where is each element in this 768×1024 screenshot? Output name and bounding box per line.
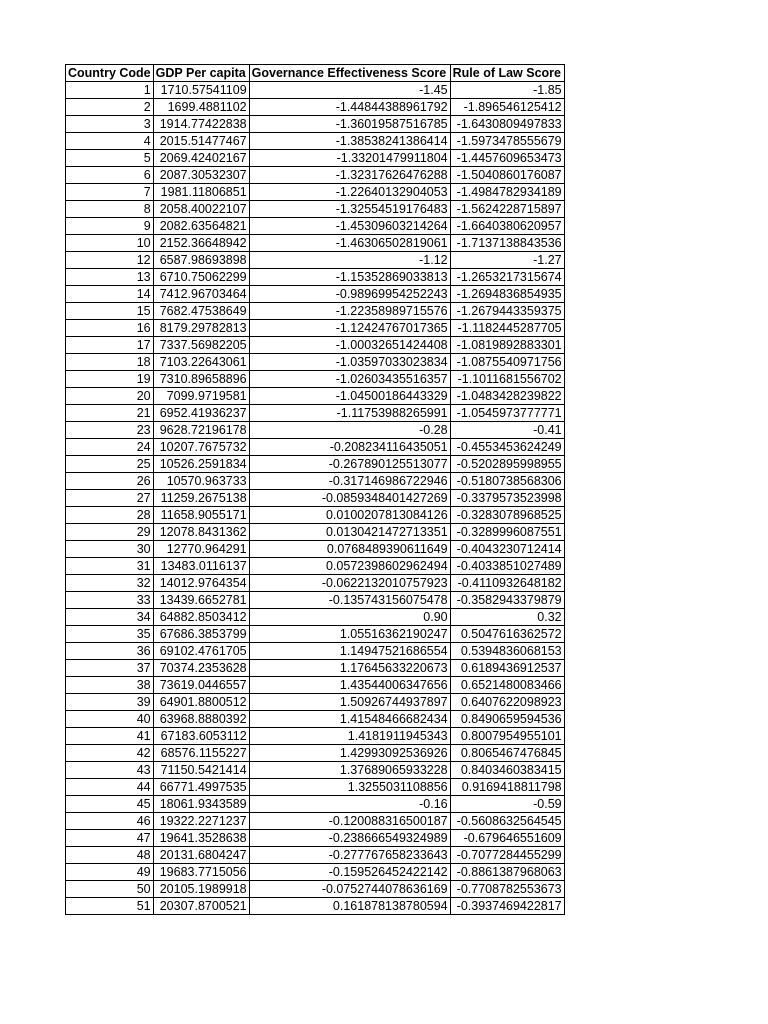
rule-of-law-cell: -0.4043230712414 — [450, 541, 564, 558]
country-code-cell: 1 — [66, 82, 154, 99]
gdp-per-capita-cell: 7337.56982205 — [153, 337, 249, 354]
table-row — [66, 252, 565, 269]
table-row — [66, 711, 565, 728]
governance-score-cell: 1.17645633220673 — [249, 660, 450, 677]
country-code-cell: 19 — [66, 371, 154, 388]
table-row — [66, 677, 565, 694]
gdp-per-capita-cell: 67686.3853799 — [153, 626, 249, 643]
governance-score-cell: -1.02603435516357 — [249, 371, 450, 388]
governance-score-cell: -0.0622132010757923 — [249, 575, 450, 592]
governance-score-cell: -1.12 — [249, 252, 450, 269]
country-code-cell: 20 — [66, 388, 154, 405]
country-code-cell: 4 — [66, 133, 154, 150]
header-governance-effectiveness: Governance Effectiveness Score — [249, 65, 450, 82]
country-code-cell: 32 — [66, 575, 154, 592]
country-code-cell: 28 — [66, 507, 154, 524]
governance-score-cell: 1.14947521686554 — [249, 643, 450, 660]
header-rule-of-law: Rule of Law Score — [450, 65, 564, 82]
table-row — [66, 473, 565, 490]
rule-of-law-cell: -0.8861387968063 — [450, 864, 564, 881]
gdp-per-capita-cell: 7412.96703464 — [153, 286, 249, 303]
rule-of-law-cell: -0.3283078968525 — [450, 507, 564, 524]
governance-score-cell: -1.33201479911804 — [249, 150, 450, 167]
country-code-cell: 43 — [66, 762, 154, 779]
governance-score-cell: 0.161878138780594 — [249, 898, 450, 915]
governance-score-cell: -0.28 — [249, 422, 450, 439]
country-code-cell: 5 — [66, 150, 154, 167]
country-code-cell: 7 — [66, 184, 154, 201]
governance-score-cell: -1.03597033023834 — [249, 354, 450, 371]
rule-of-law-cell: -0.7708782553673 — [450, 881, 564, 898]
country-code-cell: 18 — [66, 354, 154, 371]
table-row — [66, 694, 565, 711]
gdp-per-capita-cell: 19683.7715056 — [153, 864, 249, 881]
gdp-per-capita-cell: 11259.2675138 — [153, 490, 249, 507]
gdp-per-capita-cell: 73619.0446557 — [153, 677, 249, 694]
gdp-per-capita-cell: 7099.9719581 — [153, 388, 249, 405]
gdp-per-capita-cell: 6587.98693898 — [153, 252, 249, 269]
table-row — [66, 167, 565, 184]
country-code-cell: 27 — [66, 490, 154, 507]
table-row — [66, 490, 565, 507]
rule-of-law-cell: 0.6521480083466 — [450, 677, 564, 694]
gdp-per-capita-cell: 7103.22643061 — [153, 354, 249, 371]
country-code-cell: 36 — [66, 643, 154, 660]
country-code-cell: 35 — [66, 626, 154, 643]
country-code-cell: 47 — [66, 830, 154, 847]
rule-of-law-cell: -1.7137138843536 — [450, 235, 564, 252]
rule-of-law-cell: -0.3289996087551 — [450, 524, 564, 541]
table-row — [66, 558, 565, 575]
rule-of-law-cell: -0.3937469422817 — [450, 898, 564, 915]
table-row — [66, 456, 565, 473]
governance-score-cell: -1.00032651424408 — [249, 337, 450, 354]
rule-of-law-cell: -1.4457609653473 — [450, 150, 564, 167]
table-row — [66, 439, 565, 456]
country-code-cell: 29 — [66, 524, 154, 541]
governance-score-cell: 1.50926744937897 — [249, 694, 450, 711]
rule-of-law-cell: -1.6430809497833 — [450, 116, 564, 133]
table-row — [66, 813, 565, 830]
rule-of-law-cell: -0.4553453624249 — [450, 439, 564, 456]
gdp-per-capita-cell: 13439.6652781 — [153, 592, 249, 609]
gdp-per-capita-cell: 2152.36648942 — [153, 235, 249, 252]
gdp-per-capita-cell: 12770.964291 — [153, 541, 249, 558]
gdp-per-capita-cell: 2058.40022107 — [153, 201, 249, 218]
table-row — [66, 507, 565, 524]
country-code-cell: 26 — [66, 473, 154, 490]
rule-of-law-cell: -1.5973478555679 — [450, 133, 564, 150]
table-row — [66, 745, 565, 762]
rule-of-law-cell: -1.5624228715897 — [450, 201, 564, 218]
rule-of-law-cell: -1.27 — [450, 252, 564, 269]
country-code-cell: 15 — [66, 303, 154, 320]
governance-score-cell: -1.12424767017365 — [249, 320, 450, 337]
rule-of-law-cell: 0.8065467476845 — [450, 745, 564, 762]
governance-score-cell: 1.37689065933228 — [249, 762, 450, 779]
gdp-per-capita-cell: 10526.2591834 — [153, 456, 249, 473]
country-code-cell: 49 — [66, 864, 154, 881]
governance-score-cell: -1.36019587516785 — [249, 116, 450, 133]
rule-of-law-cell: 0.32 — [450, 609, 564, 626]
governance-score-cell: -1.46306502819061 — [249, 235, 450, 252]
table-row — [66, 320, 565, 337]
rule-of-law-cell: -1.0483428239822 — [450, 388, 564, 405]
table-row — [66, 541, 565, 558]
gdp-per-capita-cell: 64901.8800512 — [153, 694, 249, 711]
country-code-cell: 42 — [66, 745, 154, 762]
rule-of-law-cell: -0.3379573523998 — [450, 490, 564, 507]
rule-of-law-cell: -1.4984782934189 — [450, 184, 564, 201]
table-row — [66, 116, 565, 133]
governance-score-cell: -1.44844388961792 — [249, 99, 450, 116]
gdp-per-capita-cell: 20105.1989918 — [153, 881, 249, 898]
table-row — [66, 422, 565, 439]
governance-score-cell: -1.04500186443329 — [249, 388, 450, 405]
gdp-per-capita-cell: 10207.7675732 — [153, 439, 249, 456]
country-code-cell: 16 — [66, 320, 154, 337]
rule-of-law-cell: -1.0545973777771 — [450, 405, 564, 422]
country-code-cell: 21 — [66, 405, 154, 422]
gdp-per-capita-cell: 2082.63564821 — [153, 218, 249, 235]
header-country-code: Country Code — [66, 65, 154, 82]
rule-of-law-cell: -1.5040860176087 — [450, 167, 564, 184]
country-code-cell: 50 — [66, 881, 154, 898]
country-code-cell: 2 — [66, 99, 154, 116]
rule-of-law-cell: 0.5394836068153 — [450, 643, 564, 660]
data-table — [65, 64, 565, 915]
table-row — [66, 643, 565, 660]
governance-score-cell: -0.120088316500187 — [249, 813, 450, 830]
gdp-per-capita-cell: 63968.8880392 — [153, 711, 249, 728]
table-row — [66, 235, 565, 252]
country-code-cell: 38 — [66, 677, 154, 694]
table-row — [66, 269, 565, 286]
country-code-cell: 33 — [66, 592, 154, 609]
rule-of-law-cell: -1.85 — [450, 82, 564, 99]
rule-of-law-cell: -0.59 — [450, 796, 564, 813]
gdp-per-capita-cell: 64882.8503412 — [153, 609, 249, 626]
gdp-per-capita-cell: 8179.29782813 — [153, 320, 249, 337]
table-row — [66, 286, 565, 303]
rule-of-law-cell: -1.2653217315674 — [450, 269, 564, 286]
governance-score-cell: -1.38538241386414 — [249, 133, 450, 150]
gdp-per-capita-cell: 7682.47538649 — [153, 303, 249, 320]
gdp-per-capita-cell: 20307.8700521 — [153, 898, 249, 915]
gdp-per-capita-cell: 19641.3528638 — [153, 830, 249, 847]
governance-score-cell: -1.11753988265991 — [249, 405, 450, 422]
table-row — [66, 728, 565, 745]
rule-of-law-cell: -0.7077284455299 — [450, 847, 564, 864]
rule-of-law-cell: -1.1182445287705 — [450, 320, 564, 337]
table-row — [66, 779, 565, 796]
table-row — [66, 337, 565, 354]
table-row — [66, 762, 565, 779]
gdp-per-capita-cell: 14012.9764354 — [153, 575, 249, 592]
table-row — [66, 592, 565, 609]
rule-of-law-cell: 0.8490659594536 — [450, 711, 564, 728]
rule-of-law-cell: 0.8007954955101 — [450, 728, 564, 745]
gdp-per-capita-cell: 11658.9055171 — [153, 507, 249, 524]
governance-score-cell: 1.05516362190247 — [249, 626, 450, 643]
header-row — [66, 65, 565, 82]
rule-of-law-cell: -1.0875540971756 — [450, 354, 564, 371]
table-row — [66, 405, 565, 422]
country-code-cell: 34 — [66, 609, 154, 626]
governance-score-cell: 0.0572398602962494 — [249, 558, 450, 575]
table-row — [66, 796, 565, 813]
table-row — [66, 354, 565, 371]
country-code-cell: 14 — [66, 286, 154, 303]
governance-score-cell: 1.42993092536926 — [249, 745, 450, 762]
gdp-per-capita-cell: 20131.6804247 — [153, 847, 249, 864]
table-row — [66, 82, 565, 99]
governance-score-cell: -1.32554519176483 — [249, 201, 450, 218]
country-code-cell: 17 — [66, 337, 154, 354]
governance-score-cell: -0.208234116435051 — [249, 439, 450, 456]
country-code-cell: 12 — [66, 252, 154, 269]
country-code-cell: 40 — [66, 711, 154, 728]
governance-score-cell: 0.0100207813084126 — [249, 507, 450, 524]
rule-of-law-cell: -0.5608632564545 — [450, 813, 564, 830]
rule-of-law-cell: -1.896546125412 — [450, 99, 564, 116]
gdp-per-capita-cell: 6952.41936237 — [153, 405, 249, 422]
table-row — [66, 881, 565, 898]
rule-of-law-cell: -0.3582943379879 — [450, 592, 564, 609]
table-row — [66, 133, 565, 150]
table-row — [66, 201, 565, 218]
rule-of-law-cell: 0.8403460383415 — [450, 762, 564, 779]
country-code-cell: 6 — [66, 167, 154, 184]
rule-of-law-cell: -0.679646551609 — [450, 830, 564, 847]
gdp-per-capita-cell: 12078.8431362 — [153, 524, 249, 541]
rule-of-law-cell: 0.5047616362572 — [450, 626, 564, 643]
governance-score-cell: 1.43544006347656 — [249, 677, 450, 694]
governance-score-cell: -0.267890125513077 — [249, 456, 450, 473]
gdp-per-capita-cell: 6710.75062299 — [153, 269, 249, 286]
table-row — [66, 830, 565, 847]
rule-of-law-cell: 0.6189436912537 — [450, 660, 564, 677]
country-code-cell: 41 — [66, 728, 154, 745]
governance-score-cell: 1.4181911945343 — [249, 728, 450, 745]
country-code-cell: 37 — [66, 660, 154, 677]
governance-score-cell: -1.22358989715576 — [249, 303, 450, 320]
rule-of-law-cell: -0.4110932648182 — [450, 575, 564, 592]
gdp-per-capita-cell: 1710.57541109 — [153, 82, 249, 99]
rule-of-law-cell: -1.6640380620957 — [450, 218, 564, 235]
gdp-per-capita-cell: 1914.77422838 — [153, 116, 249, 133]
gdp-per-capita-cell: 18061.9343589 — [153, 796, 249, 813]
country-code-cell: 9 — [66, 218, 154, 235]
gdp-per-capita-cell: 2087.30532307 — [153, 167, 249, 184]
table-row — [66, 864, 565, 881]
rule-of-law-cell: 0.6407622098923 — [450, 694, 564, 711]
country-code-cell: 45 — [66, 796, 154, 813]
rule-of-law-cell: -0.4033851027489 — [450, 558, 564, 575]
governance-score-cell: -1.45309603214264 — [249, 218, 450, 235]
table-row — [66, 388, 565, 405]
country-code-cell: 39 — [66, 694, 154, 711]
gdp-per-capita-cell: 68576.1155227 — [153, 745, 249, 762]
gdp-per-capita-cell: 2069.42402167 — [153, 150, 249, 167]
gdp-per-capita-cell: 70374.2353628 — [153, 660, 249, 677]
rule-of-law-cell: -1.2694836854935 — [450, 286, 564, 303]
governance-score-cell: -1.22640132904053 — [249, 184, 450, 201]
governance-score-cell: -0.0752744078636169 — [249, 881, 450, 898]
governance-score-cell: -0.317146986722946 — [249, 473, 450, 490]
gdp-per-capita-cell: 10570.963733 — [153, 473, 249, 490]
table-row — [66, 898, 565, 915]
governance-score-cell: 1.3255031108856 — [249, 779, 450, 796]
table-row — [66, 371, 565, 388]
country-code-cell: 3 — [66, 116, 154, 133]
table-row — [66, 99, 565, 116]
country-code-cell: 44 — [66, 779, 154, 796]
country-code-cell: 46 — [66, 813, 154, 830]
country-code-cell: 51 — [66, 898, 154, 915]
table-row — [66, 847, 565, 864]
governance-score-cell: 0.90 — [249, 609, 450, 626]
governance-score-cell: -0.277767658233643 — [249, 847, 450, 864]
country-code-cell: 31 — [66, 558, 154, 575]
governance-score-cell: 1.41548466682434 — [249, 711, 450, 728]
governance-score-cell: -0.135743156075478 — [249, 592, 450, 609]
rule-of-law-cell: -0.41 — [450, 422, 564, 439]
gdp-per-capita-cell: 19322.2271237 — [153, 813, 249, 830]
rule-of-law-cell: -1.1011681556702 — [450, 371, 564, 388]
country-code-cell: 10 — [66, 235, 154, 252]
gdp-per-capita-cell: 7310.89658896 — [153, 371, 249, 388]
table-row — [66, 524, 565, 541]
gdp-per-capita-cell: 9628.72196178 — [153, 422, 249, 439]
rule-of-law-cell: -1.0819892883301 — [450, 337, 564, 354]
gdp-per-capita-cell: 71150.5421414 — [153, 762, 249, 779]
table-row — [66, 609, 565, 626]
governance-score-cell: -1.45 — [249, 82, 450, 99]
header-gdp-per-capita: GDP Per capita — [153, 65, 249, 82]
table-row — [66, 626, 565, 643]
country-code-cell: 25 — [66, 456, 154, 473]
governance-score-cell: -0.238666549324989 — [249, 830, 450, 847]
country-code-cell: 13 — [66, 269, 154, 286]
table-row — [66, 218, 565, 235]
country-code-cell: 8 — [66, 201, 154, 218]
table-row — [66, 575, 565, 592]
governance-score-cell: -1.15352869033813 — [249, 269, 450, 286]
gdp-per-capita-cell: 69102.4761705 — [153, 643, 249, 660]
governance-score-cell: 0.0130421472713351 — [249, 524, 450, 541]
gdp-per-capita-cell: 13483.0116137 — [153, 558, 249, 575]
country-code-cell: 23 — [66, 422, 154, 439]
country-code-cell: 48 — [66, 847, 154, 864]
governance-score-cell: -0.16 — [249, 796, 450, 813]
rule-of-law-cell: -0.5180738568306 — [450, 473, 564, 490]
governance-score-cell: -1.32317626476288 — [249, 167, 450, 184]
gdp-per-capita-cell: 1981.11806851 — [153, 184, 249, 201]
country-code-cell: 30 — [66, 541, 154, 558]
governance-score-cell: 0.0768489390611649 — [249, 541, 450, 558]
gdp-per-capita-cell: 1699.4881102 — [153, 99, 249, 116]
governance-score-cell: -0.159526452422142 — [249, 864, 450, 881]
table-row — [66, 184, 565, 201]
governance-score-cell: -0.98969954252243 — [249, 286, 450, 303]
gdp-per-capita-cell: 67183.6053112 — [153, 728, 249, 745]
table-row — [66, 660, 565, 677]
governance-score-cell: -0.0859348401427269 — [249, 490, 450, 507]
rule-of-law-cell: 0.9169418811798 — [450, 779, 564, 796]
table-body — [66, 82, 565, 915]
gdp-per-capita-cell: 2015.51477467 — [153, 133, 249, 150]
table-row — [66, 303, 565, 320]
gdp-per-capita-cell: 66771.4997535 — [153, 779, 249, 796]
rule-of-law-cell: -1.2679443359375 — [450, 303, 564, 320]
rule-of-law-cell: -0.5202895998955 — [450, 456, 564, 473]
table-row — [66, 150, 565, 167]
country-code-cell: 24 — [66, 439, 154, 456]
